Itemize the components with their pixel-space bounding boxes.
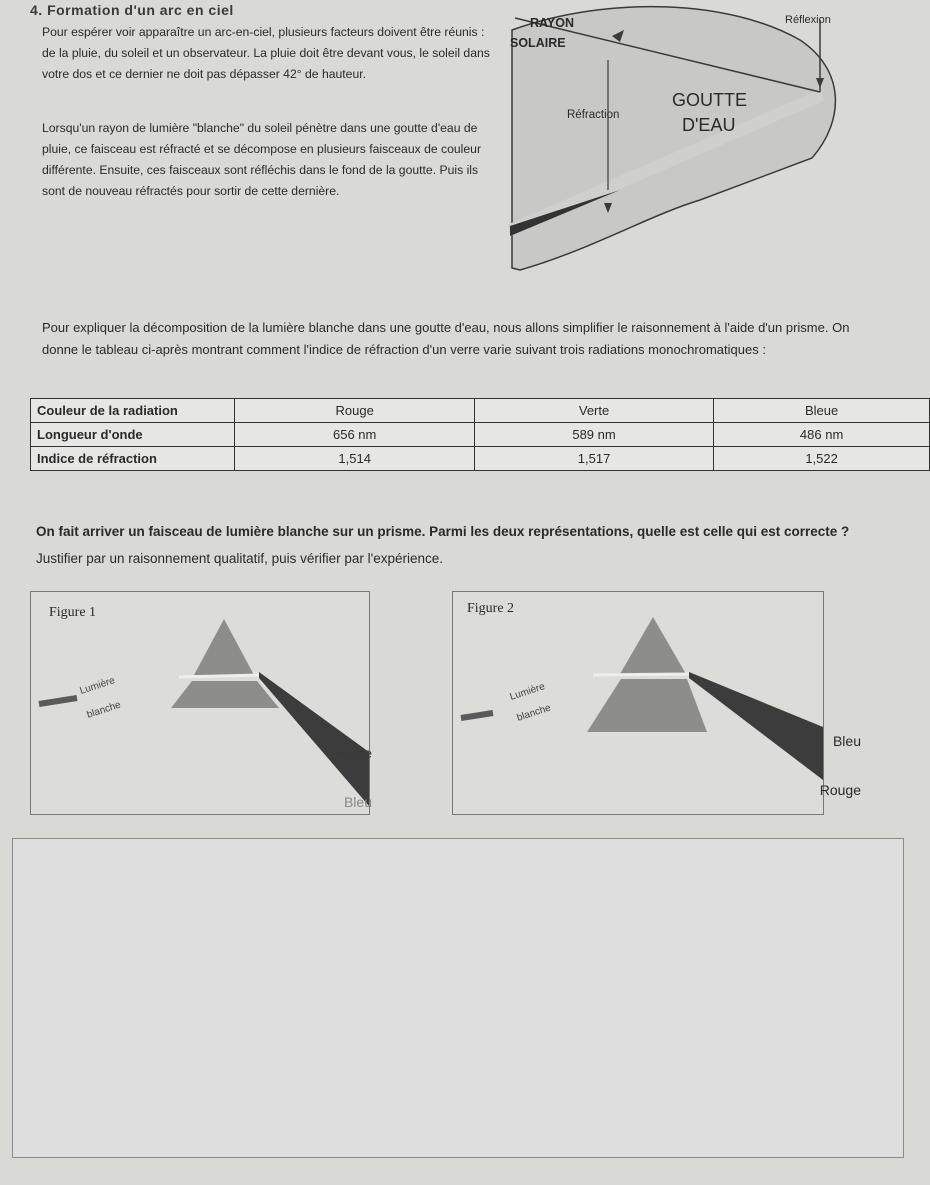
refraction-label: Réfraction xyxy=(567,109,620,121)
figure-1-upper-color: Rouge xyxy=(330,745,372,761)
exercise-title: 4. Formation d'un arc en ciel xyxy=(30,2,234,18)
figure-2-light-label-2: blanche xyxy=(515,702,553,724)
table-cell: 486 nm xyxy=(714,423,930,447)
drop-label-1: GOUTTE xyxy=(672,90,747,110)
figure-1-drawing xyxy=(31,592,372,814)
table-row xyxy=(31,423,930,447)
dispersed-beam xyxy=(689,672,823,780)
prism-beam xyxy=(593,674,689,675)
figure-2-lower-color: Rouge xyxy=(819,782,861,798)
incoming-beam xyxy=(39,698,77,704)
question-bold: On fait arriver un faisceau de lumière blanche sur un prisme. Parmi les deux représentations, quelle est celle qui est correcte ? xyxy=(36,524,850,539)
question-rest: Justifier par un raisonnement qualitatif, puis vérifier par l'expérience. xyxy=(36,551,444,566)
figure-1-light-label-2: blanche xyxy=(85,699,123,721)
row-header: Couleur de la radiation xyxy=(31,399,235,423)
row-header: Longueur d'onde xyxy=(31,423,235,447)
refraction-table xyxy=(30,398,930,471)
figure-2-drawing xyxy=(453,592,861,814)
table-cell: 656 nm xyxy=(235,423,474,447)
figure-1-title: Figure 1 xyxy=(49,605,97,620)
ray-label-2: SOLAIRE xyxy=(510,36,566,50)
table-cell: Rouge xyxy=(235,399,474,423)
drop-label-2: D'EAU xyxy=(682,115,736,135)
prism-top xyxy=(194,619,254,675)
row-header: Indice de réfraction xyxy=(31,447,235,471)
ray-label-1: RAYON xyxy=(530,16,574,30)
table-cell: 1,522 xyxy=(714,447,930,471)
answer-box[interactable] xyxy=(12,838,904,1158)
figure-2 xyxy=(452,591,861,815)
figure-2-light-label-1: Lumière xyxy=(508,681,547,703)
figure-1-light-label-1: Lumière xyxy=(78,675,117,697)
prism-bottom xyxy=(171,681,279,708)
question-paragraph xyxy=(36,518,896,572)
table-cell: 1,514 xyxy=(235,447,474,471)
figure-1-lower-color: Bleu xyxy=(343,794,372,810)
prism-paragraph: Pour expliquer la décomposition de la lumière blanche dans une goutte d'eau, nous allons simplifier le raisonnement à l'aide d'un prisme. On donne le tableau ci-après montrant comment l'indice de réfraction d'un verre varie suivant trois radiations monochromatiques : xyxy=(42,320,850,357)
table-cell: Bleue xyxy=(714,399,930,423)
figure-2-upper-color: Bleu xyxy=(832,733,861,749)
prism-top xyxy=(620,617,686,674)
incoming-beam xyxy=(461,713,493,718)
reflection-label: Réflexion xyxy=(785,14,831,26)
raindrop-diagram xyxy=(500,0,900,280)
figure-1 xyxy=(30,591,370,815)
prism-beam xyxy=(179,675,259,677)
table-cell: 1,517 xyxy=(474,447,713,471)
dispersed-beam xyxy=(259,672,369,806)
light-paragraph: Lorsqu'un rayon de lumière "blanche" du soleil pénètre dans une goutte d'eau de pluie, ce faisceau est réfracté et se décompose en plusieurs faisceaux de couleur différente. Ensuite, ces faisceaux sont réfléchis dans le fond de la goutte. Puis ils sont de nouveau réfractés pour sortir de cette dernière. xyxy=(42,121,481,198)
table-row xyxy=(31,399,930,423)
table-cell: Verte xyxy=(474,399,713,423)
table-cell: 589 nm xyxy=(474,423,713,447)
figure-2-title: Figure 2 xyxy=(467,601,515,616)
prism-bottom xyxy=(587,679,707,732)
intro-paragraph: Pour espérer voir apparaître un arc-en-ciel, plusieurs facteurs doivent être réunis : de la pluie, du soleil et un observateur. La pluie doit être devant vous, le soleil dans votre dos et ce dernier ne doit pas dépasser 42° de hauteur. xyxy=(42,25,490,81)
table-row xyxy=(31,447,930,471)
